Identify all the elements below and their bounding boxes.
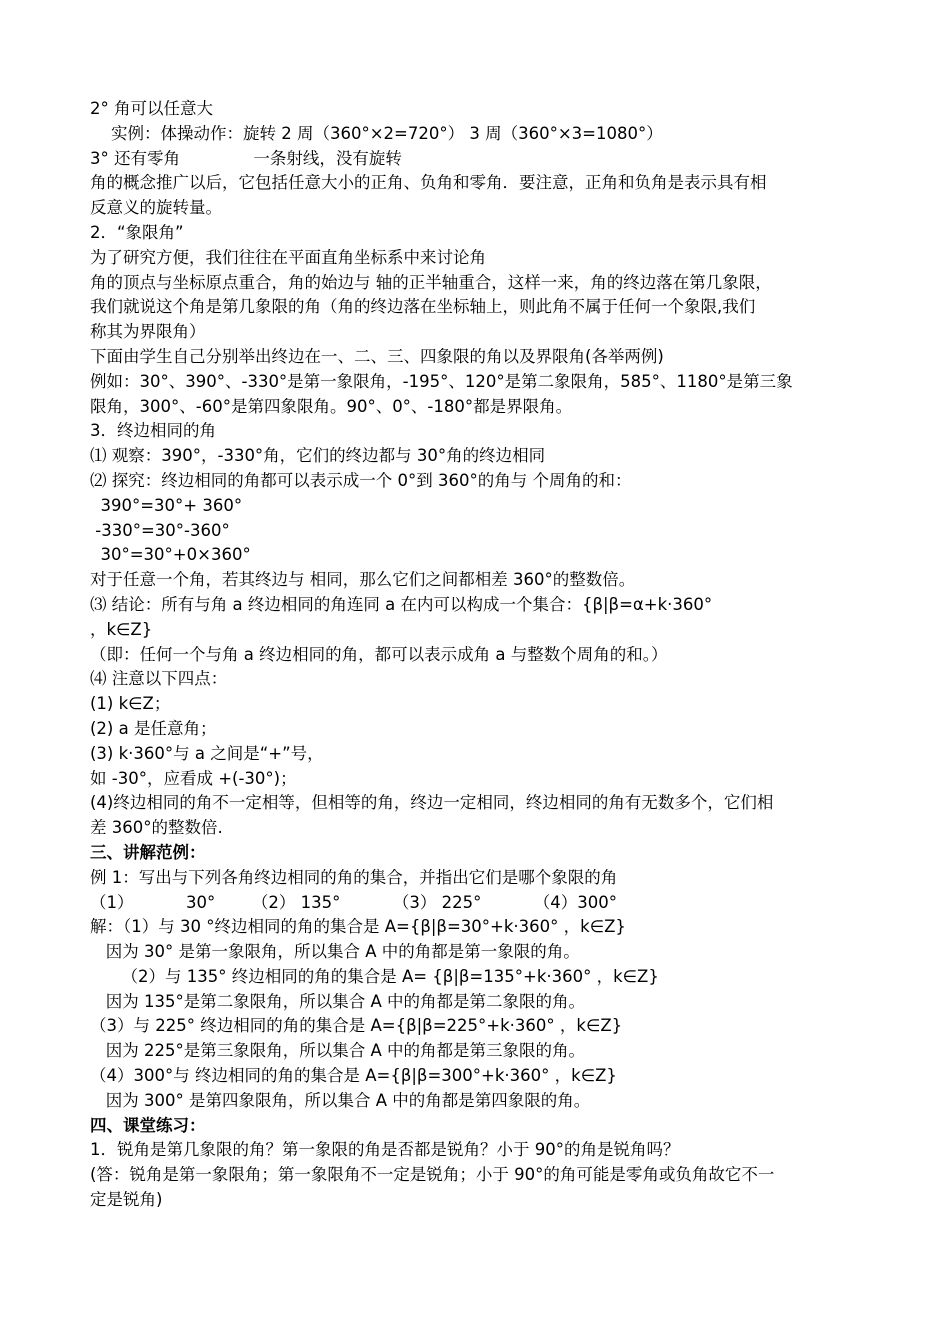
section-heading: 3．终边相同的角 <box>90 421 216 441</box>
formula-line: 390°=30°+ 360° <box>90 495 243 515</box>
document-page <box>90 97 865 1213</box>
text-line: 角的顶点与坐标原点重合，角的始边与 轴的正半轴重合，这样一来，角的终边落在第几象限， <box>90 272 772 292</box>
list-item: (4)终边相同的角不一定相等，但相等的角，终边一定相同，终边相同的角有无数多个，它们相 <box>90 793 774 813</box>
text-line: 反意义的旋转量。 <box>90 198 222 218</box>
text-line: 角的概念推广以后，它包括任意大小的正角、负角和零角．要注意，正角和负角是表示具有相 <box>90 173 767 193</box>
list-item: (1) k∈Z； <box>90 694 171 714</box>
text-line: 例 1：写出与下列各角终边相同的角的集合，并指出它们是哪个象限的角 <box>90 867 618 887</box>
text-line: 2° 角可以任意大 <box>90 99 213 118</box>
text-line: 如 -30°，应看成 +(-30°)； <box>90 768 297 788</box>
text-line: 1．锐角是第几象限的角？第一象限的角是否都是锐角？小于 90°的角是锐角吗？ <box>90 1140 680 1160</box>
text-line: 为了研究方便，我们往往在平面直角坐标系中来讨论角 <box>90 247 486 267</box>
text-line: 称其为界限角） <box>90 322 206 342</box>
text-line: 解：（1）与 30 °终边相同的角的集合是 A={β|β=30°+k·360° ，k∈Z} <box>90 917 626 937</box>
formula-line: 30°=30°+0×360° <box>90 545 251 565</box>
text-line: 实例：体操动作：旋转 2 周（360°×2=720°） 3 周（360°×3=1080°） <box>90 123 663 143</box>
section-heading: 2．“象限角” <box>90 222 184 242</box>
text-line: 差 360°的整数倍. <box>90 818 223 838</box>
section-heading: 四、课堂练习： <box>90 1115 206 1135</box>
text-line: （即：任何一个与角 a 终边相同的角，都可以表示成角 a 与整数个周角的和。） <box>90 644 668 664</box>
text-line: （2）与 135° 终边相同的角的集合是 A= {β|β=135°+k·360° ，k∈Z} <box>90 966 659 986</box>
text-line: ⑵ 探究：终边相同的角都可以表示成一个 0°到 360°的角与 个周角的和： <box>90 470 632 490</box>
text-line: 因为 135°是第二象限角，所以集合 A 中的角都是第二象限的角。 <box>90 991 585 1011</box>
section-heading: 三、讲解范例： <box>90 842 206 862</box>
text-line: 3° 还有零角 一条射线，没有旋转 <box>90 148 402 168</box>
text-line: 对于任意一个角，若其终边与 相同，那么它们之间都相差 360°的整数倍。 <box>90 570 636 590</box>
text-line: 因为 225°是第三象限角，所以集合 A 中的角都是第三象限的角。 <box>90 1041 585 1061</box>
text-line: 限角，300°、-60°是第四象限角。90°、0°、-180°都是界限角。 <box>90 396 573 416</box>
text-line: ⑴ 观察：390°，-330°角，它们的终边都与 30°角的终边相同 <box>90 446 546 466</box>
text-line: （1） 30° （2） 135° （3） 225° （4）300° <box>90 892 618 912</box>
list-item: (3) k·360°与 a 之间是“+”号， <box>90 743 324 763</box>
formula-line: -330°=30°-360° <box>90 520 230 540</box>
text-line: （4）300°与 终边相同的角的集合是 A={β|β=300°+k·360° ，k∈Z} <box>90 1066 617 1086</box>
text-line: ⑶ 结论：所有与角 a 终边相同的角连同 a 在内可以构成一个集合：{β|β=α+k·360° <box>90 594 713 614</box>
list-item: (2) a 是任意角； <box>90 718 217 738</box>
text-line: ，k∈Z} <box>90 619 153 639</box>
text-line: 因为 300° 是第四象限角，所以集合 A 中的角都是第四象限的角。 <box>90 1090 591 1110</box>
text-line: 下面由学生自己分别举出终边在一、二、三、四象限的角以及界限角(各举两例) <box>90 346 664 366</box>
text-line: 例如：30°、390°、-330°是第一象限角，-195°、120°是第二象限角，585°、1180°是第三象 <box>90 371 793 391</box>
text-line: 定是锐角) <box>90 1190 163 1210</box>
text-line: 我们就说这个角是第几象限的角（角的终边落在坐标轴上，则此角不属于任何一个象限,我们 <box>90 297 756 317</box>
text-line: (答：锐角是第一象限角；第一象限角不一定是锐角；小于 90°的角可能是零角或负角故它不一 <box>90 1165 775 1185</box>
text-line: 因为 30° 是第一象限角，所以集合 A 中的角都是第一象限的角。 <box>90 942 580 962</box>
text-line: ⑷ 注意以下四点： <box>90 669 228 689</box>
text-line: （3）与 225° 终边相同的角的集合是 A={β|β=225°+k·360° ，k∈Z} <box>90 1016 623 1036</box>
